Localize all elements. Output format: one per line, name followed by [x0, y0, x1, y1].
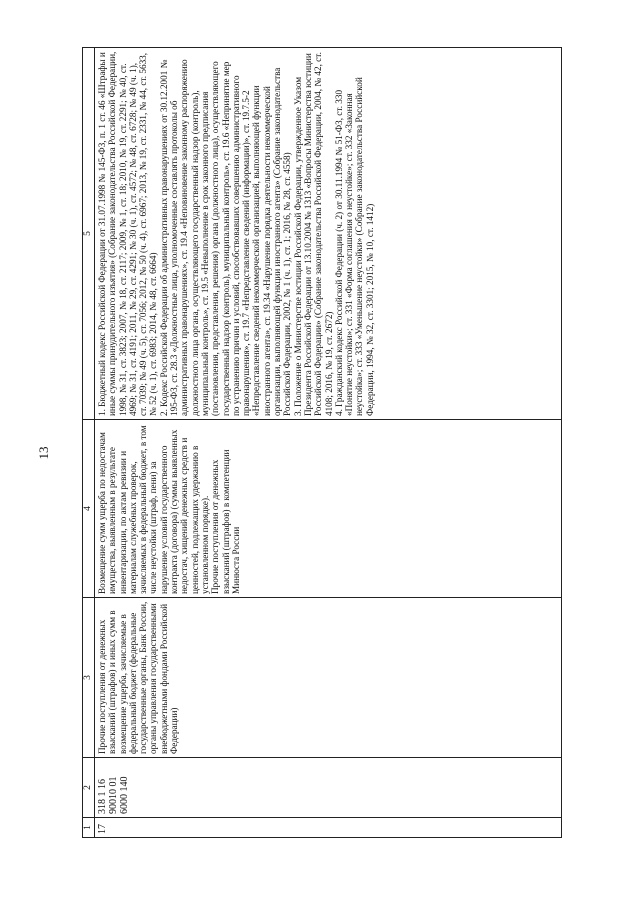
table-row: [95, 48, 562, 838]
legal-basis-cell: [95, 48, 562, 420]
code-line-2: 90010 01: [108, 776, 119, 814]
income-name-cell: [95, 598, 562, 758]
classification-code: [95, 758, 562, 818]
header-col-5: 5: [83, 48, 95, 420]
header-row: [83, 48, 95, 838]
description-paragraph-1: Возмещение сумм ущерба по недостачам имущества, выявленным в результате инвентаризации, по актам ревизии и материалам служебных проверок, зачисляемых в федеральный бюджет, в том числе неустойки (штраф, пени) за нарушение условий государственного контракта (договора) (суммы выявленных недостач, хищений денежных средств и ценностей, подлежащих удержанию в установленном порядке).: [97, 425, 210, 594]
legal-basis-item-1: 1. Бюджетный кодекс Российской Федерации от 31.07.1998 № 145-ФЗ, п. 1 ст. 46 «Штрафы и иные суммы принудительного изъятия» (Собрание законодательства Российской Федерации, 1998, № 31, ст. 3823; 2007, № 18, ст. 2117; 2009, № 1, ст. 18; 2010, № 19, ст. 2291; № 40, ст. 4969; № 31, ст. 4191; 2011, № 29, ст. 4291; № 30 (ч. 1), ст. 4572; № 48, ст. 6728; № 49 (ч. 1), ст. 7039; № 49 (ч. 5), ст. 7056; 2012, № 50 (ч. 4), ст. 6967; 2013, № 19, ст. 2331, № 44, ст. 5633, № 52 (ч. 1), ст. 6983; 2014, № 48, ст. 6664): [97, 51, 159, 416]
code-line-1: 318 1 16: [97, 779, 108, 814]
legal-basis-item-2: 2. Кодекс Российской Федерации об административных правонарушениях от 30.12.2001 № 195-ФЗ, ст. 28.3 «Должностные лица, уполномоченные составлять протоколы об административных правонарушениях», ст. 19.4 «Неповиновение законному распоряжению должностного лица органа, осуществляющего государственный надзор (контроль), муниципальный контроль», ст. 19.5 «Невыполнение в срок законного предписания (постановления, представления, решения) органа (должностного лица), осуществляющего государственный надзор (контроль), муниципальный контроль», ст. 19.6 «Непринятие мер по устранению причин и условий, способствовавших совершению административного правонарушения», ст. 19.7 «Непредставление сведений (информации)», ст. 19.7.5-2 «Непредставление сведений некоммерческой организацией, выполняющей функции иностранного агента», ст. 19.34 «Нарушение порядка деятельности некоммерческой организации, выполняющей функции иностранного агента» (Собрание законодательства Российской Федерации, 2002, № 1 (ч. 1), ст. 1; 2016, № 28, ст. 4558): [158, 59, 293, 416]
document-table-rotated: [82, 48, 562, 838]
legal-basis-item-4: 4. Гражданский кодекс Российской Федерации (ч. 2) от 30.11.1994 № 51-ФЗ, ст. 330 «Понятие неустойки»; ст. 331 «Форма соглашения о неустойке»; ст. 332 «Законная неустойка»; ст. 333 «Уменьшение неустойки» (Собрание законодательства Российской Федерации, 1994, № 32, ст. 3301; 2015, № 10, ст. 1412): [333, 77, 375, 416]
row-number: 17: [95, 818, 562, 838]
header-col-1: 1: [83, 818, 95, 838]
page-number: 13: [36, 446, 51, 460]
description-paragraph-2: Прочие поступления от денежных взысканий (штрафов) в компетенции Минюста России: [210, 449, 241, 594]
header-col-2: 2: [83, 758, 95, 818]
budget-classification-table: [82, 47, 562, 838]
header-col-4: 4: [83, 420, 95, 598]
header-col-3: 3: [83, 598, 95, 758]
description-cell: [95, 420, 562, 598]
legal-basis-item-3: 3. Положение о Министерстве юстиции Российской Федерации, утвержденное Указом Президента Российской Федерации от 13.10.2004 № 1313 «Вопросы Министерства юстиции Российской Федерации» (Собрание законодательства Российской Федерации, 2004, № 42, ст. 4108; 2016, № 19, ст. 2672): [292, 52, 334, 416]
income-name: Прочие поступления от денежных взысканий (штрафов) и иных сумм в возмещение ущерба, зачисляемые в федеральный бюджет (федеральные государственные органы, Банк России, органы управления государственными внебюджетными фондами Российской Федерации): [97, 601, 180, 754]
code-line-3: 6000 140: [119, 776, 130, 814]
